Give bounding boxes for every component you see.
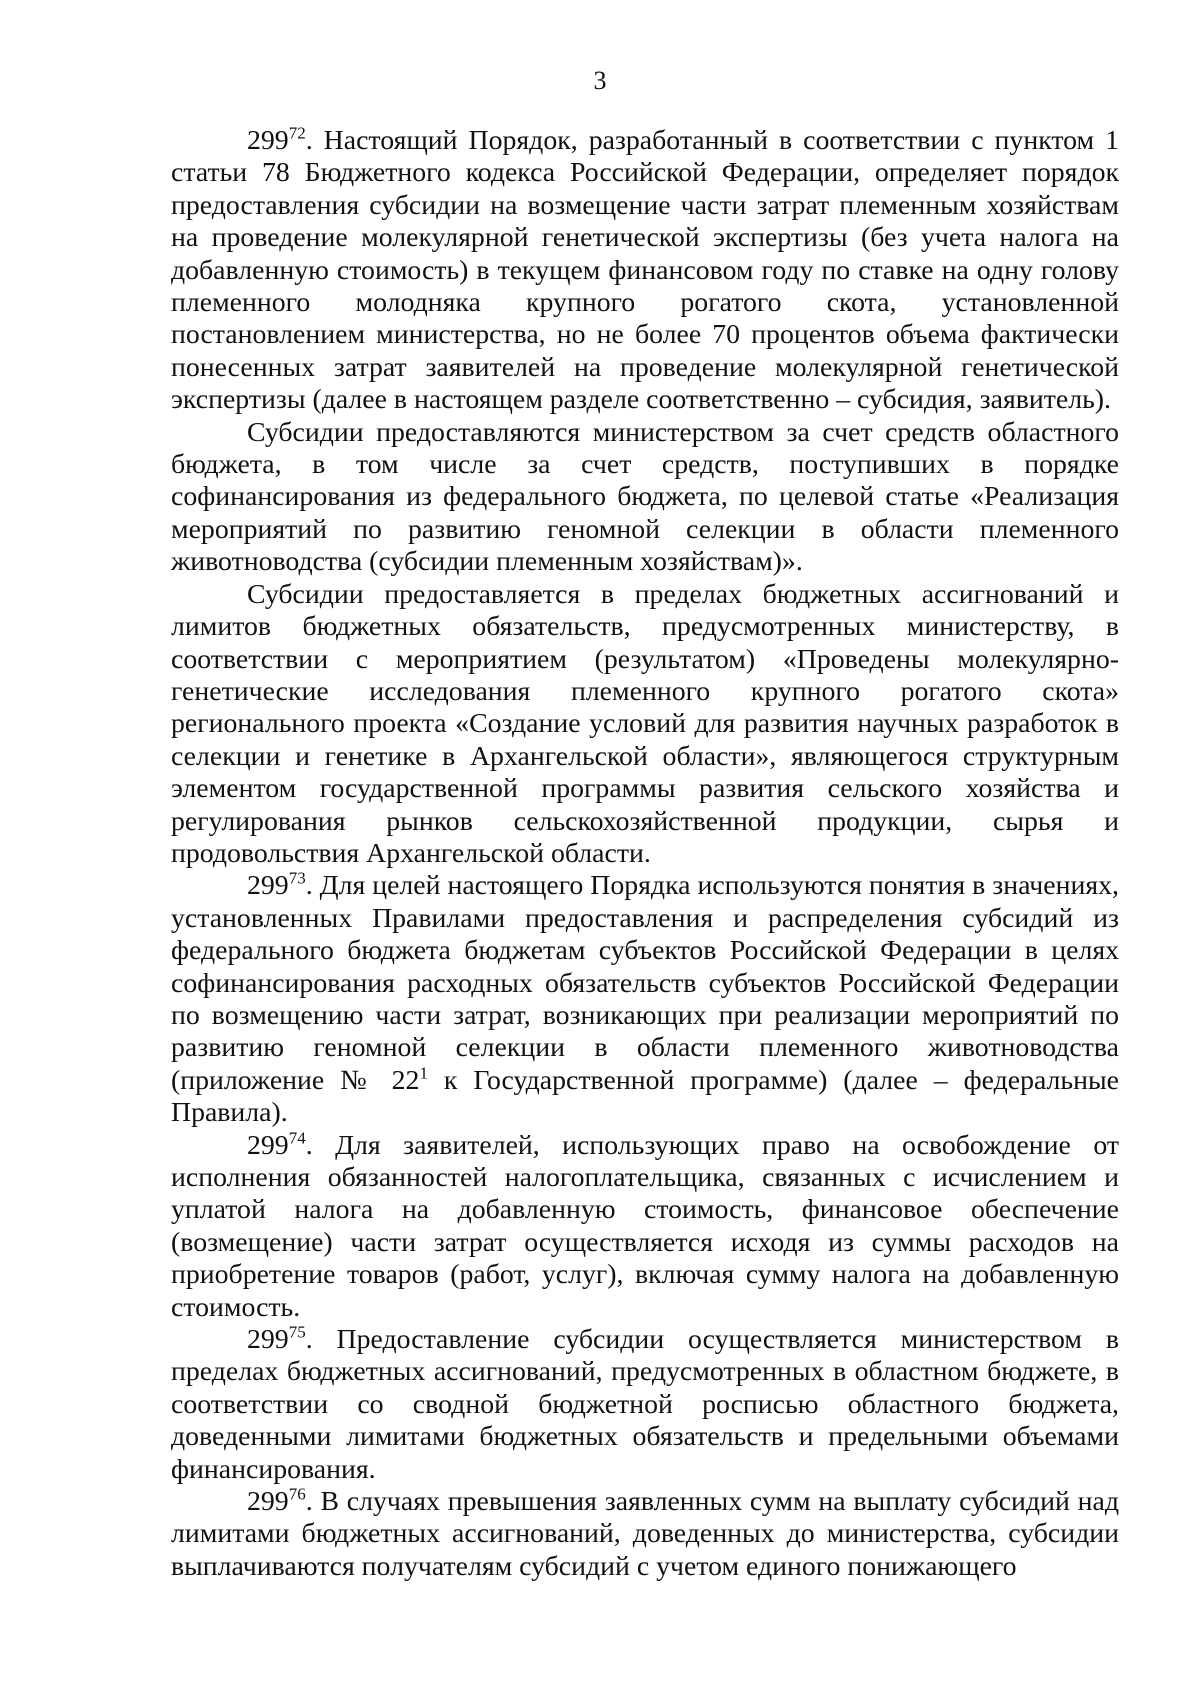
paragraph-text: . Для заявителей, использующих право на освобождение от исполнения обязанностей налогоплательщика, связанных с исчислением и уплатой налога на добавленную стоимость, финансовое обеспечение (возмещение) части затрат осуществляется исходя из суммы расходов на приобретение товаров (работ, услуг), включая сумму налога на добавленную стоимость. [171,1129,1119,1323]
paragraph-299-73 [171,870,1119,1129]
clause-number: 299 [247,1486,289,1518]
clause-superscript: 74 [288,1128,306,1148]
paragraph-subsidies-limits [171,579,1119,871]
paragraph-299-75 [171,1324,1119,1486]
clause-superscript: 76 [288,1484,306,1504]
clause-number: 299 [247,1324,289,1356]
paragraph-text-continued: к Государственной программе) (далее – федеральные Правила). [171,1064,1119,1129]
page-number: 3 [593,66,607,95]
appendix-superscript: 1 [419,1063,428,1083]
paragraph-299-74 [171,1130,1119,1324]
paragraph-text: Субсидии предоставляется в пределах бюджетных ассигнований и лимитов бюджетных обязательств, предусмотренных министерству, в соответствии с мероприятием (результатом) «Проведены молекулярно-генетические исследования племенного крупного рогатого скота» регионального проекта «Создание условий для развития научных разработок в селекции и генетике в Архангельской области», являющегося структурным элементом государственной программы развития сельского хозяйства и регулирования рынков сельскохозяйственной продукции, сырья и продовольствия Архангельской области. [171,578,1119,869]
paragraph-299-72 [171,125,1119,417]
paragraph-text: . Настоящий Порядок, разработанный в соответствии с пунктом 1 статьи 78 Бюджетного кодекса Российской Федерации, определяет порядок предоставления субсидии на возмещение части затрат племенным хозяйствам на проведение молекулярной генетической экспертизы (без учета налога на добавленную стоимость) в текущем финансовом году по ставке на одну голову племенного молодняка крупного рогатого скота, установленной постановлением министерства, но не более 70 процентов объема фактически понесенных затрат заявителей на проведение молекулярной генетической экспертизы (далее в настоящем разделе соответственно – субсидия, заявитель). [171,125,1119,416]
clause-number: 299 [247,870,289,902]
paragraph-text: . В случаях превышения заявленных сумм на выплату субсидий над лимитами бюджетных ассигнований, доведенных до министерства, субсидии выплачиваются получателям субсидий с учетом единого понижающего [171,1486,1119,1582]
paragraph-299-76 [171,1486,1119,1583]
document-body [171,125,1119,1583]
paragraph-text: . Для целей настоящего Порядка используются понятия в значениях, установленных Правилами предоставления и распределения субсидий из федерального бюджета бюджетам субъектов Российской Федерации в целях софинансирования расходных обязательств субъектов Российской Федерации по возмещению части затрат, возникающих при реализации мероприятий по развитию геномной селекции в области племенного животноводства (приложение № 22 [171,870,1119,1096]
paragraph-subsidies-source [171,417,1119,579]
paragraph-text: . Предоставление субсидии осуществляется министерством в пределах бюджетных ассигнований, предусмотренных в областном бюджете, в соответствии со сводной бюджетной росписью областного бюджета, доведенными лимитами бюджетных обязательств и предельными объемами финансирования. [171,1324,1119,1485]
clause-superscript: 73 [288,869,306,889]
clause-superscript: 75 [288,1322,306,1342]
clause-number: 299 [247,1129,289,1161]
clause-superscript: 72 [288,123,306,143]
clause-number: 299 [247,125,289,156]
paragraph-text: Субсидии предоставляются министерством за счет средств областного бюджета, в том числе за счет средств, поступивших в порядке софинансирования из федерального бюджета, по целевой статье «Реализация мероприятий по развитию геномной селекции в области племенного животноводства (субсидии племенным хозяйствам)». [171,416,1119,578]
